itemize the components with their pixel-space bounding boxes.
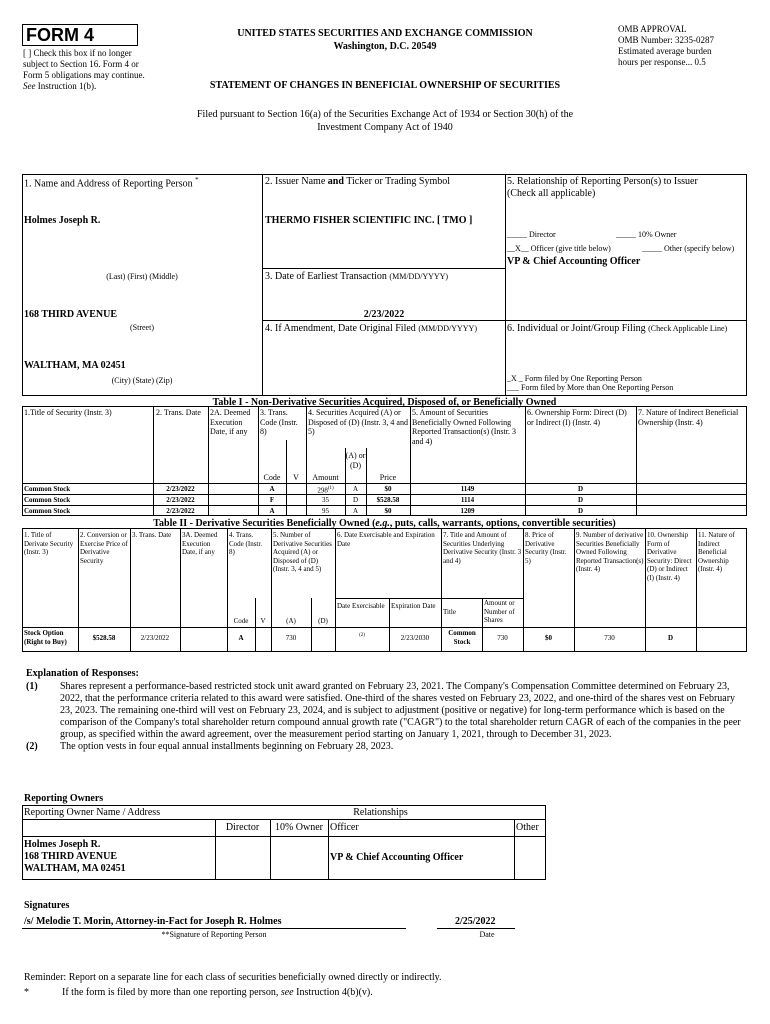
- agency-name: UNITED STATES SECURITIES AND EXCHANGE COMMISSION: [237, 28, 533, 39]
- t1-row-code: F: [269, 496, 275, 504]
- t1-row-form: D: [577, 496, 584, 504]
- owners-heading: Reporting Owners: [24, 793, 104, 804]
- footnote-star: *: [24, 987, 29, 998]
- box4-label: 4. If Amendment, Date Original Filed (MM/DD/YYYY): [265, 323, 477, 334]
- relationship-other: _____ Other (specify below): [642, 244, 735, 253]
- relationship-ten-pct: _____ 10% Owner: [616, 230, 677, 239]
- t2-sub-expiration: Expiration Date: [391, 602, 436, 610]
- filing-option-1: _X _ Form filed by One Reporting Person: [507, 374, 642, 383]
- owners-col-other: Other: [516, 822, 539, 833]
- t1-row-amount: 95: [322, 507, 329, 515]
- table1-title: Table I - Non-Derivative Securities Acquired, Disposed of, or Beneficially Owned: [212, 397, 557, 408]
- reporting-person-name: Holmes Joseph R.: [24, 215, 101, 226]
- t1-row-price: $0: [384, 507, 392, 515]
- t2-h3a: 3A. Deemed Execution Date, if any: [182, 531, 218, 556]
- box5-label: 5. Relationship of Reporting Person(s) to Issuer (Check all applicable): [507, 176, 698, 199]
- see-word: See: [23, 81, 36, 91]
- signer-caption: **Signature of Reporting Person: [161, 930, 267, 939]
- t2-sub-exercisable: Date Exercisable: [337, 602, 385, 610]
- t1-row-amount: 35: [322, 496, 329, 504]
- relationship-director: _____ Director: [507, 230, 556, 239]
- reporting-info-frame: [22, 174, 747, 396]
- issuer-name: THERMO FISHER SCIENTIFIC INC. [ TMO ]: [265, 215, 473, 226]
- t1-row-price: $528.58: [376, 496, 400, 504]
- t1-row-form: D: [577, 507, 584, 515]
- filing-option-2: ___ Form filed by More than One Reporting Person: [507, 383, 674, 392]
- omb-approval: OMB APPROVAL: [618, 24, 687, 34]
- t2-h5: 5. Number of Derivative Securities Acquired (A) or Disposed of (D) (Instr. 3, 4 and 5): [273, 531, 332, 573]
- t1-row-date: 2/23/2022: [166, 496, 195, 504]
- earliest-transaction-date: 2/23/2022: [363, 309, 405, 320]
- box2-label: 2. Issuer Name and Ticker or Trading Symbol: [265, 176, 451, 187]
- signature-line: [22, 928, 406, 929]
- t1-h5: 5. Amount of Securities Beneficially Owned Following Reported Transaction(s) (Instr. 3 and 4): [412, 408, 516, 446]
- owner-name-block: [24, 839, 126, 875]
- instruction-ref: Instruction 1(b).: [37, 81, 97, 91]
- t1-row-ad: A: [352, 485, 359, 493]
- t2-h9: 9. Number of derivative Securities Beneficially Owned Following Reported Transaction(s) (Instr. 4): [576, 531, 644, 573]
- t2-sub-d: (D): [318, 617, 328, 625]
- t1-row-date: 2/23/2022: [166, 507, 195, 515]
- t1-row-amount-value: 298: [317, 486, 328, 495]
- relationship-officer: __X__ Officer (give title below): [507, 244, 611, 253]
- box6-label: 6. Individual or Joint/Group Filing (Check Applicable Line): [507, 323, 728, 334]
- t1-row-amount-note: (1): [327, 486, 334, 491]
- t2-row-under-amount: 730: [497, 634, 508, 642]
- t2-row-title: Stock Option (Right to Buy): [24, 629, 67, 646]
- t1-sub-amount: Amount: [312, 473, 339, 482]
- owners-col-name: Reporting Owner Name / Address: [24, 807, 161, 818]
- t2-row-owned: 730: [604, 634, 615, 642]
- filed-pursuant-1: Filed pursuant to Section 16(a) of the Securities Exchange Act of 1934 or Section 30(h) of the: [196, 109, 574, 120]
- owner-officer: VP & Chief Accounting Officer: [330, 852, 464, 863]
- t2-h2: 2. Conversion or Exercise Price of Derivative Security: [80, 531, 128, 565]
- t2-row-exercisable: (2): [359, 633, 365, 638]
- t1-row-owned: 1209: [460, 507, 475, 515]
- t2-row-date: 2/23/2022: [140, 634, 170, 642]
- t1-row-owned: 1149: [460, 485, 475, 493]
- filed-pursuant-2: Investment Company Act of 1940: [317, 122, 453, 133]
- t1-h1: 1.Title of Security (Instr. 3): [24, 408, 112, 417]
- t2-sub-a: (A): [286, 617, 296, 625]
- explanation-num-1: (1): [26, 681, 38, 692]
- t1-row-title: Common Stock: [24, 485, 71, 493]
- date-caption: Date: [479, 930, 495, 939]
- t1-row-amount: [306, 485, 345, 495]
- owners-col-officer: Officer: [330, 822, 359, 833]
- t2-row-a: 730: [285, 634, 297, 642]
- t2-sub-v: V: [260, 617, 266, 625]
- t1-h7: 7. Nature of Indirect Beneficial Ownership (Instr. 4): [638, 408, 739, 427]
- t2-h3: 3. Trans. Date: [132, 531, 172, 539]
- owner-city: WALTHAM, MA 02451: [24, 863, 126, 874]
- table2-title: Table II - Derivative Securities Beneficially Owned (e.g., puts, calls, warrants, options, convertible securities): [153, 518, 616, 529]
- t2-h11: 11. Nature of Indirect Beneficial Ownership (Instr. 4): [698, 531, 735, 573]
- explanation-num-2: (2): [26, 741, 38, 752]
- t1-row-title: Common Stock: [24, 496, 71, 504]
- omb-number: OMB Number: 3235-0287: [618, 35, 714, 45]
- statement-title: STATEMENT OF CHANGES IN BENEFICIAL OWNERSHIP OF SECURITIES: [209, 80, 561, 91]
- owner-street: 168 THIRD AVENUE: [24, 851, 117, 862]
- reminder: Reminder: Report on a separate line for each class of securities beneficially owned directly or indirectly.: [24, 972, 442, 983]
- t1-row-ad: D: [352, 496, 359, 504]
- t1-row-code: A: [269, 507, 275, 515]
- t2-sub-amount: Amount or Number of Shares: [484, 599, 515, 624]
- signature-date: 2/25/2022: [455, 916, 496, 927]
- t2-h6: 6. Date Exercisable and Expiration Date: [337, 531, 435, 548]
- explanation-heading: Explanation of Responses:: [26, 668, 139, 679]
- t2-h7: 7. Title and Amount of Securities Underlying Derivative Security (Instr. 3 and 4): [443, 531, 522, 565]
- explanation-text-2: The option vests in four equal annual installments beginning on February 28, 2023.: [60, 741, 394, 752]
- t1-row-code: A: [269, 485, 275, 493]
- t1-row-price: $0: [384, 485, 392, 493]
- signer: /s/ Melodie T. Morin, Attorney-in-Fact for Joseph R. Holmes: [24, 916, 282, 927]
- explanation-text-1: Shares represent a performance-based restricted stock unit award granted on February 23, 2021. The Company's Compensation Committee determined on February 23, 2022, that the performance criteria related to this award were satisfied. One-third of the shares vested on February 23, 2022, and one-third of the shares vest on February 23, 2023. The remaining one-third will vest on February 23, 2024, and is subject to adjustment (positive or negative) for long-term performance which is based on the comparison of the Company's total shareholder return compound annual growth rate ("CAGR") to the total shareholder return CAGR of each of the companies in the peer group, as specified within the award agreement, over the measurement period starting on January 1, 2021, through to December 31, 2023.: [60, 681, 741, 740]
- t1-h2a: 2A. Deemed Execution Date, if any: [210, 408, 251, 436]
- agency-location: Washington, D.C. 20549: [333, 41, 437, 52]
- t1-h4: 4. Securities Acquired (A) or Disposed of (D) (Instr. 3, 4 and 5): [308, 408, 408, 436]
- omb-burden-1: Estimated average burden: [618, 46, 712, 56]
- t1-h3: 3. Trans. Code (Instr. 8): [260, 408, 298, 436]
- footnote-text: If the form is filed by more than one reporting person, see Instruction 4(b)(v).: [62, 987, 373, 998]
- date-line: [437, 928, 515, 929]
- t2-h1: 1. Title of Derivate Security (Instr. 3): [24, 531, 74, 556]
- officer-title: VP & Chief Accounting Officer: [507, 256, 641, 267]
- t1-h2: 2. Trans. Date: [156, 408, 201, 417]
- t1-sub-price: Price: [379, 473, 397, 482]
- street-hint: (Street): [130, 323, 154, 332]
- city-hint: (City) (State) (Zip): [111, 376, 173, 385]
- explanation-list: [26, 681, 746, 753]
- t2-row-expiration: 2/23/2030: [400, 634, 430, 642]
- t1-sub-v: V: [293, 473, 299, 482]
- signatures-heading: Signatures: [24, 900, 70, 911]
- t2-h10: 10. Ownership Form of Derivative Security: Direct (D) or Indirect (I) (Instr. 4): [647, 531, 692, 582]
- t1-row-form: D: [577, 485, 584, 493]
- t1-sub-code: Code: [263, 473, 281, 482]
- t1-h6: 6. Ownership Form: Direct (D) or Indirect (I) (Instr. 4): [527, 408, 627, 427]
- t2-sub-title: Title: [443, 608, 456, 616]
- name-hint: (Last) (First) (Middle): [106, 272, 178, 281]
- t2-row-price: $528.58: [92, 634, 116, 642]
- t2-row-form: D: [667, 634, 674, 642]
- box1-label: 1. Name and Address of Reporting Person *: [24, 176, 199, 190]
- form-title: FORM 4: [26, 25, 95, 45]
- t2-h8: 8. Price of Derivative Security (Instr. 5): [525, 531, 567, 565]
- omb-burden-2: hours per response... 0.5: [618, 57, 706, 67]
- reporting-person-city: WALTHAM, MA 02451: [24, 360, 126, 371]
- reporting-person-street: 168 THIRD AVENUE: [24, 309, 117, 320]
- owners-col-relationships: Relationships: [353, 807, 408, 818]
- box3-label: 3. Date of Earliest Transaction (MM/DD/YYYY): [265, 271, 449, 282]
- t2-row-code: A: [238, 634, 244, 642]
- t2-h4: 4. Trans. Code (Instr. 8): [229, 531, 263, 556]
- t1-row-ad: A: [352, 507, 359, 515]
- t2-sub-code: Code: [233, 617, 249, 625]
- t2-row-under-title: Common Stock: [448, 629, 476, 646]
- t2-row-deriv-price: $0: [545, 634, 552, 642]
- t1-row-date: 2/23/2022: [166, 485, 195, 493]
- omb-block: [618, 24, 766, 68]
- check-box-text: [ ] Check this box if no longer subject to Section 16. Form 4 or Form 5 obligations may continue.: [23, 48, 145, 80]
- owners-col-director: Director: [225, 822, 260, 833]
- t1-row-title: Common Stock: [24, 507, 71, 515]
- t1-row-owned: 1114: [460, 496, 475, 504]
- check-box-note: [23, 48, 153, 92]
- owners-col-ten: 10% Owner: [274, 822, 324, 833]
- t1-sub-ad: (A) or (D): [345, 451, 366, 470]
- owner-name: Holmes Joseph R.: [24, 839, 101, 850]
